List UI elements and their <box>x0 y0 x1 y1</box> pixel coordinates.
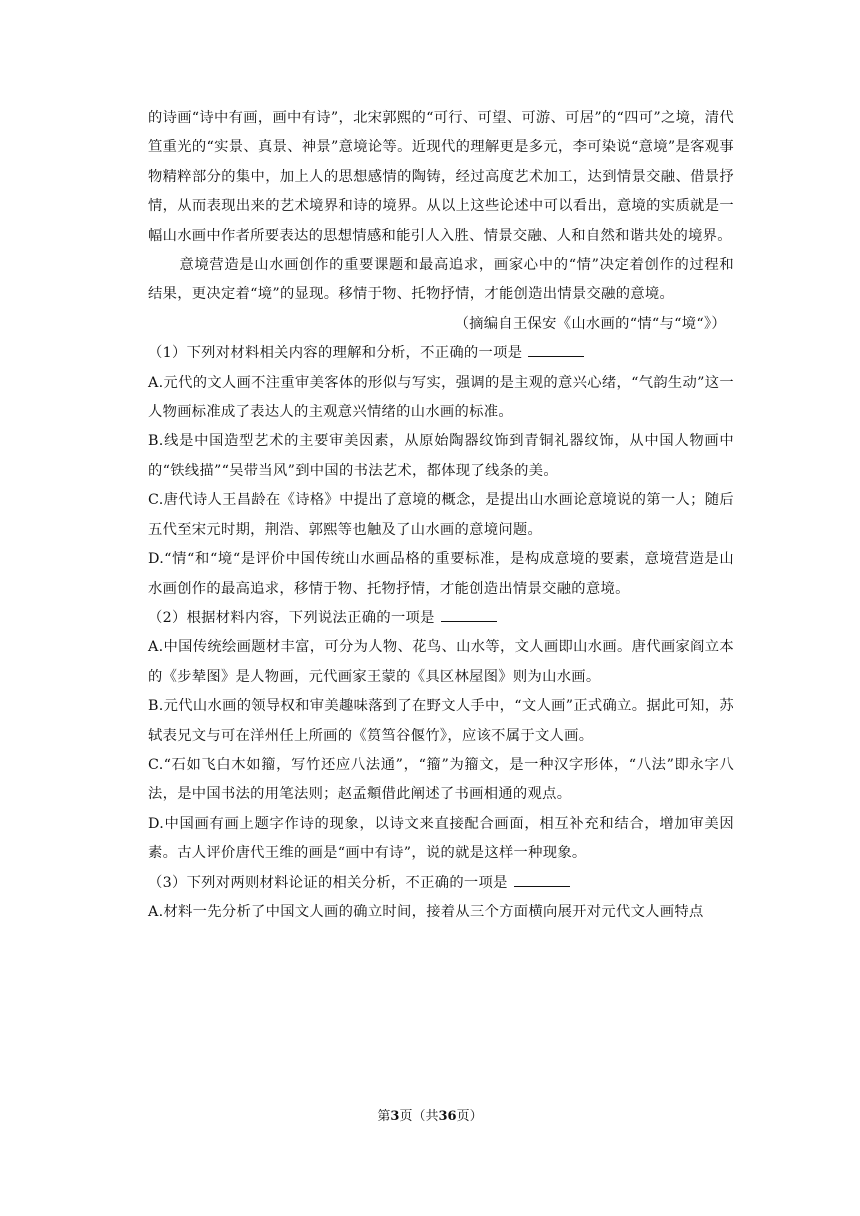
question-3 <box>148 869 734 928</box>
source-citation: （摘编自王保安《山水画的“情“与“境“》） <box>454 315 726 332</box>
answer-blank[interactable] <box>441 605 497 622</box>
page-total: 36 <box>438 1109 457 1124</box>
body-paragraph: 意境营造是山水画创作的重要课题和最高追求，画家心中的“情”决定着创作的过程和结果，更决定着“境”的显现。移情于物、托物抒情，才能创造出情景交融的意境。 <box>148 257 734 303</box>
option-d: D.“情“和“境“是评价中国传统山水画品格的重要标准，是构成意境的要素，意境营造是山水画创作的最高追求，移情于物、托物抒情，才能创造出情景交融的意境。 <box>148 551 734 597</box>
option-c: C.“石如飞白木如籀，写竹还应八法通”，“籀”为籀文，是一种汉字形体，“八法”即永字八法，是中国书法的用笔法则；赵孟頫借此阐述了书画相通的观点。 <box>148 756 734 803</box>
question-1 <box>148 339 734 604</box>
question-stem: （1）下列对材料相关内容的理解和分析，不正确的一项是 <box>148 339 734 368</box>
question-2 <box>148 604 734 869</box>
body-paragraph: 的诗画“诗中有画，画中有诗”，北宋郭熙的“可行、可望、可游、可居”的“四可”之境，清代笪重光的“实景、真景、神景”意境论等。近现代的理解更是多元，李可染说“意境”是客观事物精粹部分的集中，加上人的思想感情的陶铸，经过高度艺术加工，达到情景交融、借景抒情，从而表现出来的艺术境界和诗的境界。从以上这些论述中可以看出，意境的实质就是一幅山水画中作者所要表达的思想情感和能引人入胜、情景交融、人和自然和谐共处的境界。 <box>148 110 734 244</box>
page-number: 3 <box>390 1109 400 1124</box>
option-a: A.材料一先分析了中国文人画的确立时间，接着从三个方面横向展开对元代文人画特点 <box>148 903 704 920</box>
answer-blank[interactable] <box>514 870 570 887</box>
option-a: A.中国传统绘画题材丰富，可分为人物、花鸟、山水等，文人画即山水画。唐代画家阎立本的《步辇图》是人物画，元代画家王蒙的《具区林屋图》则为山水画。 <box>148 639 734 685</box>
question-stem: （3）下列对两则材料论证的相关分析，不正确的一项是 <box>148 869 734 898</box>
answer-blank[interactable] <box>528 340 584 357</box>
question-stem: （2）根据材料内容，下列说法正确的一项是 <box>148 604 734 633</box>
page-footer: 第3页（共36页） <box>377 1109 483 1124</box>
option-d: D.中国画有画上题字作诗的现象，以诗文来直接配合画面，相互补充和结合，增加审美因素。古人评价唐代王维的画是“画中有诗”，说的就是这样一种现象。 <box>148 815 734 862</box>
option-b: B.线是中国造型艺术的主要审美因素，从原始陶器纹饰到青铜礼器纹饰，从中国人物画中的“铁线描”“吴带当风”到中国的书法艺术，都体现了线条的美。 <box>148 433 734 479</box>
option-b: B.元代山水画的领导权和审美趣味落到了在野文人手中，“文人画”正式确立。据此可知，苏轼表兄文与可在洋州任上所画的《筼筜谷偃竹》，应该不属于文人画。 <box>148 698 734 744</box>
document-body <box>148 104 734 927</box>
option-c: C.唐代诗人王昌龄在《诗格》中提出了意境的概念，是提出山水画论意境说的第一人；随后五代至宋元时期，荆浩、郭熙等也触及了山水画的意境问题。 <box>148 492 734 538</box>
option-a: A.元代的文人画不注重审美客体的形似与写实，强调的是主观的意兴心绪，“气韵生动”这一人物画标准成了表达人的主观意兴情绪的山水画的标准。 <box>148 374 734 421</box>
